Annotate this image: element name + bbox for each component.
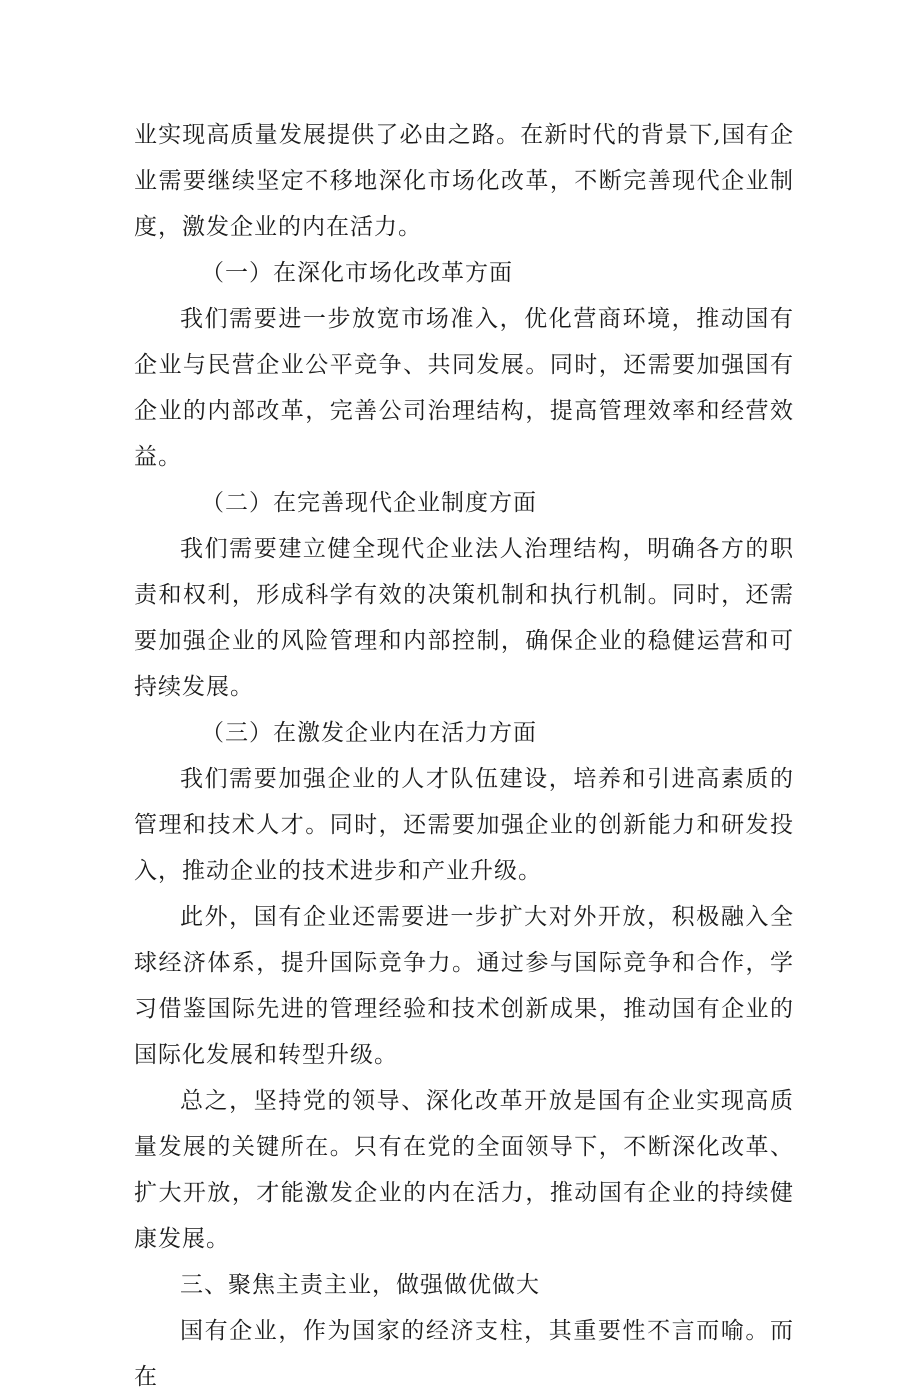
paragraph-core-business-start: 国有企业，作为国家的经济支柱，其重要性不言而喻。而在 [134,1318,794,1390]
paragraph-intro-continuation: 业实现高质量发展提供了必由之路。在新时代的背景下,国有企业需要继续坚定不移地深化市场化改革，不断完善现代企业制度，激发企业的内在活力。 [134,122,794,240]
paragraph-internal-vitality: 我们需要加强企业的人才队伍建设，培养和引进高素质的管理和技术人才。同时，还需要加强企业的创新能力和研发投入，推动企业的技术进步和产业升级。 [134,766,794,884]
document-body [134,112,794,1400]
paragraph-enterprise-system: 我们需要建立健全现代企业法人治理结构，明确各方的职责和权利，形成科学有效的决策机制和执行机制。同时，还需要加强企业的风险管理和内部控制，确保企业的稳健运营和可持续发展。 [134,536,794,700]
paragraph-market-reform: 我们需要进一步放宽市场准入，优化营商环境，推动国有企业与民营企业公平竞争、共同发展。同时，还需要加强国有企业的内部改革，完善公司治理结构，提高管理效率和经营效益。 [134,306,794,470]
paragraph-opening-up: 此外，国有企业还需要进一步扩大对外开放，积极融入全球经济体系，提升国际竞争力。通过参与国际竞争和合作，学习借鉴国际先进的管理经验和技术创新成果，推动国有企业的国际化发展和转型升级。 [134,904,794,1068]
subheading-market-reform: （一）在深化市场化改革方面 [201,260,513,286]
paragraph-summary: 总之，坚持党的领导、深化改革开放是国有企业实现高质量发展的关键所在。只有在党的全面领导下，不断深化改革、扩大开放，才能激发企业的内在活力，推动国有企业的持续健康发展。 [134,1088,794,1252]
subheading-internal-vitality: （三）在激发企业内在活力方面 [201,720,537,746]
section-heading-core-business: 三、聚焦主责主业，做强做优做大 [180,1272,540,1298]
subheading-enterprise-system: （二）在完善现代企业制度方面 [201,490,537,516]
